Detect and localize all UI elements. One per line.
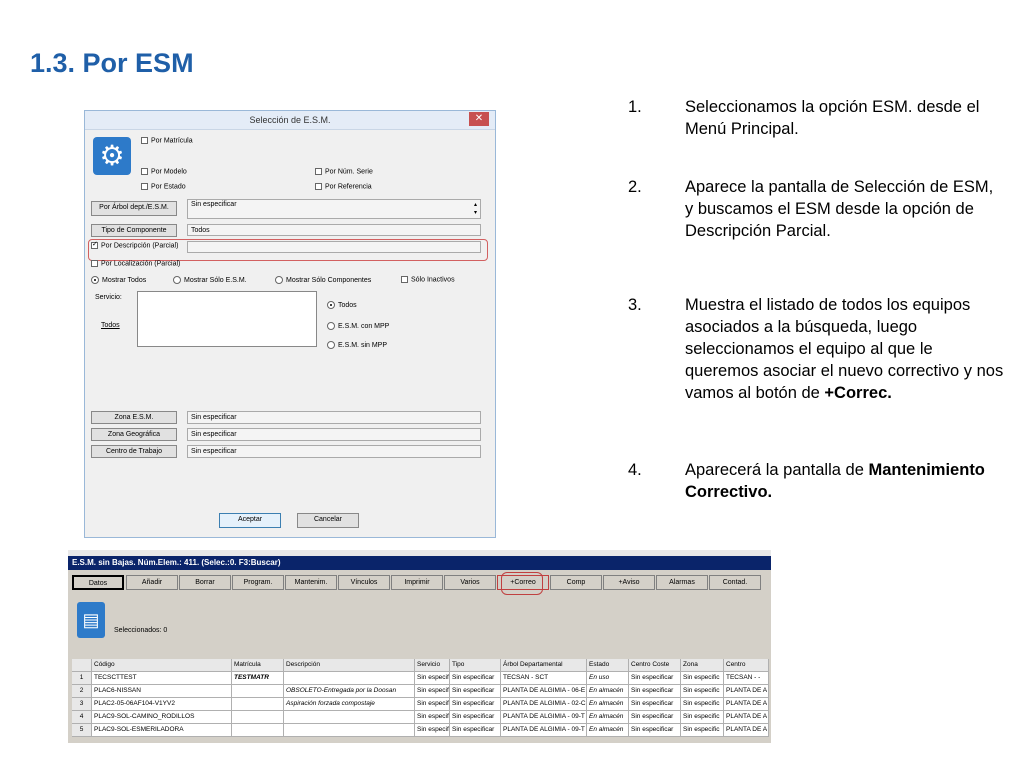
toolbar-vinculos[interactable]: Vínculos xyxy=(338,575,390,590)
radio-solo-componentes[interactable]: Mostrar Sólo Componentes xyxy=(275,276,371,284)
cell-zona: Sin especific xyxy=(681,672,724,685)
toolbar-aviso[interactable]: +Aviso xyxy=(603,575,655,590)
col-matricula[interactable]: Matrícula xyxy=(232,659,284,672)
cell-tipo: Sin especificar xyxy=(450,685,501,698)
cell-arbol: PLANTA DE ALGIMIA - 09-T xyxy=(501,724,587,737)
radio-esm-con-mpp[interactable]: E.S.M. con MPP xyxy=(327,322,389,330)
chk-num-serie[interactable]: Por Núm. Serie xyxy=(315,168,373,175)
servicio-todos-link[interactable]: Todos xyxy=(101,322,120,329)
close-icon[interactable]: ✕ xyxy=(469,112,489,126)
tipo-componente-button[interactable]: Tipo de Componente xyxy=(91,224,177,237)
chk-referencia[interactable]: Por Referencia xyxy=(315,183,372,190)
document-icon: ▤ xyxy=(77,602,105,638)
centro-trabajo-button[interactable]: Centro de Trabajo xyxy=(91,445,177,458)
col-estado[interactable]: Estado xyxy=(587,659,629,672)
cell-matricula xyxy=(232,711,284,724)
cell-centro: PLANTA DE A xyxy=(724,685,769,698)
radio-mostrar-todos[interactable]: Mostrar Todos xyxy=(91,276,146,284)
col-arbol[interactable]: Árbol Departamental xyxy=(501,659,587,672)
row-number: 5 xyxy=(72,724,92,737)
list-window-title: E.S.M. sin Bajas. Núm.Elem.: 411. (Selec.:0. F3:Buscar) xyxy=(68,556,771,570)
cell-codigo: TECSCTTEST xyxy=(92,672,232,685)
esm-selection-dialog xyxy=(84,110,496,538)
toolbar-comp[interactable]: Comp xyxy=(550,575,602,590)
zona-esm-button[interactable]: Zona E.S.M. xyxy=(91,411,177,424)
cell-matricula xyxy=(232,724,284,737)
cell-descripcion: OBSOLETO-Entregada por la Doosan xyxy=(284,685,415,698)
descripcion-highlight xyxy=(88,239,488,261)
col-servicio[interactable]: Servicio xyxy=(415,659,450,672)
toolbar-anadir[interactable]: Añadir xyxy=(126,575,178,590)
servicio-label: Servicio: xyxy=(95,294,122,301)
toolbar-correc-button[interactable]: +Correo xyxy=(497,575,549,590)
radio-solo-esm[interactable]: Mostrar Sólo E.S.M. xyxy=(173,276,247,284)
cell-matricula xyxy=(232,685,284,698)
cell-centro: PLANTA DE A xyxy=(724,698,769,711)
col-centro[interactable]: Centro xyxy=(724,659,769,672)
cell-tipo: Sin especificar xyxy=(450,711,501,724)
correc-highlight xyxy=(501,572,543,595)
toolbar-imprimir[interactable]: Imprimir xyxy=(391,575,443,590)
cell-estado: En uso xyxy=(587,672,629,685)
cell-tipo: Sin especificar xyxy=(450,698,501,711)
chk-matricula[interactable]: Por Matrícula xyxy=(141,137,193,144)
cell-descripcion xyxy=(284,724,415,737)
dialog-title: Selección de E.S.M. xyxy=(249,115,331,125)
chk-descripcion[interactable]: ✓Por Descripción (Parcial) xyxy=(91,242,178,249)
cell-arbol: PLANTA DE ALGIMIA - 09-T xyxy=(501,711,587,724)
row-number: 2 xyxy=(72,685,92,698)
cell-arbol: TECSAN - SCT xyxy=(501,672,587,685)
cell-servicio: Sin especif xyxy=(415,724,450,737)
col-zona[interactable]: Zona xyxy=(681,659,724,672)
chk-estado[interactable]: Por Estado xyxy=(141,183,186,190)
cell-estado: En almacén xyxy=(587,698,629,711)
cell-centro-coste: Sin especificar xyxy=(629,724,681,737)
cell-centro-coste: Sin especificar xyxy=(629,685,681,698)
cell-arbol: PLANTA DE ALGIMIA - 06-E xyxy=(501,685,587,698)
aceptar-button[interactable]: Aceptar xyxy=(219,513,281,528)
list-toolbar xyxy=(68,572,771,592)
cell-servicio: Sin especif xyxy=(415,685,450,698)
rownum-header xyxy=(72,659,92,672)
slide-title: 1.3. Por ESM xyxy=(30,48,194,78)
zona-esm-field[interactable]: Sin especificar xyxy=(187,411,481,424)
cell-arbol: PLANTA DE ALGIMIA - 02-C xyxy=(501,698,587,711)
arbol-button[interactable]: Por Árbol dept./E.S.M. xyxy=(91,201,177,216)
toolbar-borrar[interactable]: Borrar xyxy=(179,575,231,590)
cell-estado: En almacén xyxy=(587,711,629,724)
toolbar-mantenim[interactable]: Mantenim. xyxy=(285,575,337,590)
toolbar-alarmas[interactable]: Alarmas xyxy=(656,575,708,590)
zona-geografica-field[interactable]: Sin especificar xyxy=(187,428,481,441)
cell-matricula: TESTMATR xyxy=(232,672,284,685)
esm-list-window xyxy=(68,550,771,743)
servicio-list[interactable] xyxy=(137,291,317,347)
cell-estado: En almacén xyxy=(587,724,629,737)
col-descripcion[interactable]: Descripción xyxy=(284,659,415,672)
col-codigo[interactable]: Código xyxy=(92,659,232,672)
cell-descripcion xyxy=(284,711,415,724)
zona-geografica-button[interactable]: Zona Geográfica xyxy=(91,428,177,441)
arbol-field[interactable] xyxy=(187,199,481,219)
dialog-titlebar xyxy=(85,111,495,130)
col-centro-coste[interactable]: Centro Coste xyxy=(629,659,681,672)
chk-localizacion[interactable]: Por Localización (Parcial) xyxy=(91,260,180,267)
cell-centro-coste: Sin especificar xyxy=(629,711,681,724)
cancelar-button[interactable]: Cancelar xyxy=(297,513,359,528)
toolbar-program[interactable]: Program. xyxy=(232,575,284,590)
cell-centro: PLANTA DE A xyxy=(724,724,769,737)
cell-zona: Sin especific xyxy=(681,711,724,724)
cell-tipo: Sin especificar xyxy=(450,672,501,685)
radio-esm-sin-mpp[interactable]: E.S.M. sin MPP xyxy=(327,341,387,349)
chk-modelo[interactable]: Por Modelo xyxy=(141,168,187,175)
cell-servicio: Sin especif xyxy=(415,711,450,724)
cell-centro-coste: Sin especificar xyxy=(629,698,681,711)
cell-codigo: PLAC2-05-06AF104-V1YV2 xyxy=(92,698,232,711)
cell-codigo: PLAC9-SOL-ESMERILADORA xyxy=(92,724,232,737)
cell-zona: Sin especific xyxy=(681,685,724,698)
cell-codigo: PLAC6-NISSAN xyxy=(92,685,232,698)
cell-descripcion: Aspiración forzada compostaje xyxy=(284,698,415,711)
cell-estado: En almacén xyxy=(587,685,629,698)
cell-servicio: Sin especif xyxy=(415,672,450,685)
cell-codigo: PLAC9-SOL-CAMINO_RODILLOS xyxy=(92,711,232,724)
row-number: 3 xyxy=(72,698,92,711)
toolbar-contad[interactable]: Contad. xyxy=(709,575,761,590)
scroll-arrows-icon[interactable]: ▴ ▾ xyxy=(473,202,477,216)
seleccionados-count: Seleccionados: 0 xyxy=(114,627,168,634)
cell-zona: Sin especific xyxy=(681,698,724,711)
arbol-value: Sin especificar xyxy=(191,201,237,208)
cell-matricula xyxy=(232,698,284,711)
cell-tipo: Sin especificar xyxy=(450,724,501,737)
gear-icon: ⚙ xyxy=(93,137,131,175)
row-number: 4 xyxy=(72,711,92,724)
toolbar-datos[interactable]: Datos xyxy=(72,575,124,590)
cell-zona: Sin especific xyxy=(681,724,724,737)
toolbar-varios[interactable]: Varios xyxy=(444,575,496,590)
cell-descripcion xyxy=(284,672,415,685)
row-number: 1 xyxy=(72,672,92,685)
tipo-field[interactable]: Todos xyxy=(187,224,481,236)
col-tipo[interactable]: Tipo xyxy=(450,659,501,672)
cell-centro: TECSAN - - xyxy=(724,672,769,685)
centro-trabajo-field[interactable]: Sin especificar xyxy=(187,445,481,458)
cell-centro: PLANTA DE A xyxy=(724,711,769,724)
cell-centro-coste: Sin especificar xyxy=(629,672,681,685)
cell-servicio: Sin especif xyxy=(415,698,450,711)
chk-solo-inactivos[interactable]: Sólo Inactivos xyxy=(401,276,455,283)
radio-todos[interactable]: Todos xyxy=(327,301,357,309)
